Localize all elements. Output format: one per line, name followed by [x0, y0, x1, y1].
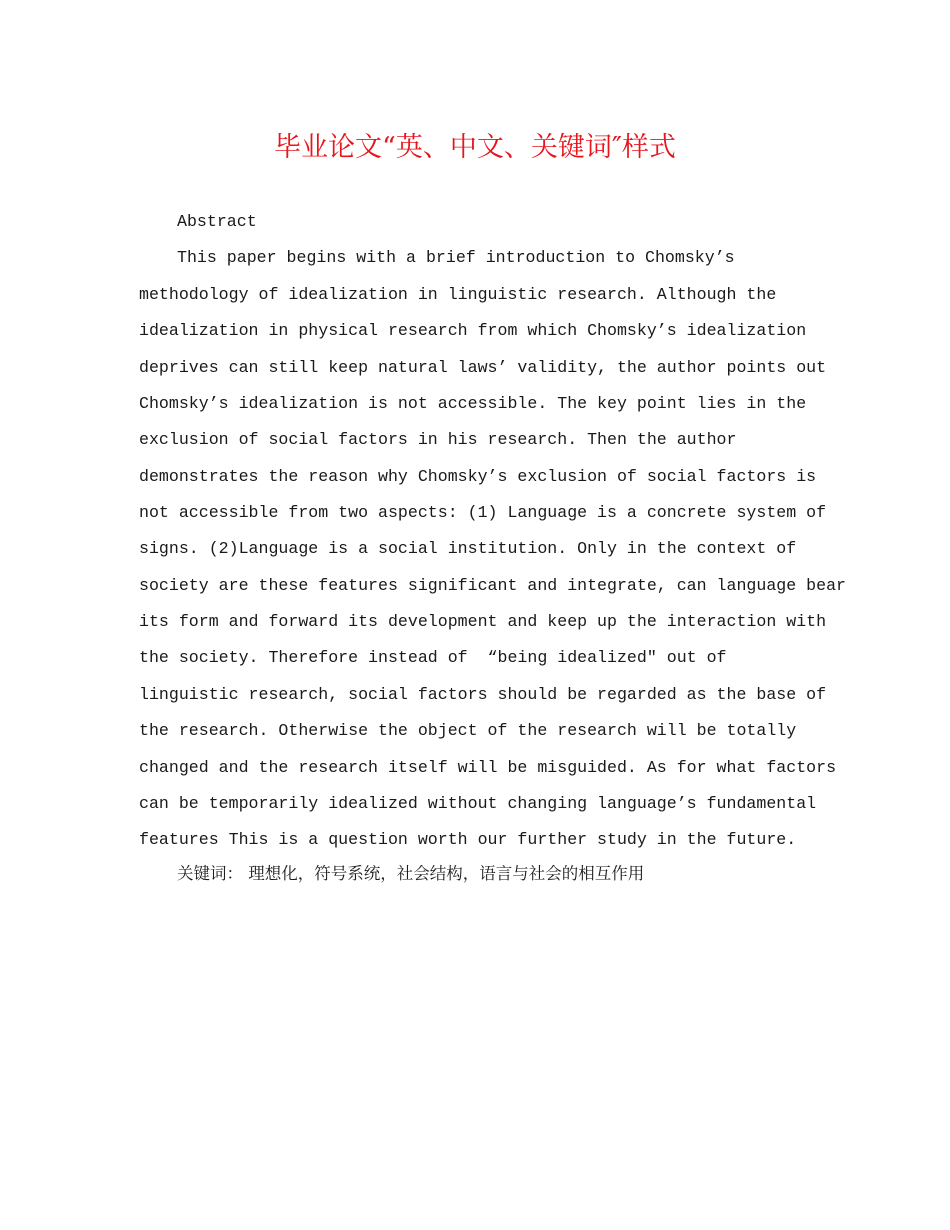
abstract-line: society are these features significant and integrate, can language bear: [139, 576, 847, 595]
keywords-line: 关键词： 理想化，符号系统，社会结构，语言与社会的相互作用: [177, 864, 645, 883]
abstract-line: changed and the research itself will be misguided. As for what factors: [139, 758, 837, 777]
abstract-heading: Abstract: [177, 212, 257, 231]
abstract-line: features This is a question worth our further study in the future.: [139, 830, 797, 849]
document-title: 毕业论文“英、中文、关键词″样式: [274, 132, 676, 163]
abstract-line: its form and forward its development and keep up the interaction with: [139, 612, 827, 631]
abstract-line: deprives can still keep natural laws’ validity, the author points out: [139, 358, 827, 377]
abstract-line: Chomsky’s idealization is not accessible. The key point lies in the: [139, 394, 807, 413]
abstract-line: idealization in physical research from which Chomsky’s idealization: [139, 321, 807, 340]
abstract-line: the society. Therefore instead of “being idealized″ out of: [139, 648, 727, 667]
abstract-line: not accessible from two aspects: (1) Language is a concrete system of: [139, 503, 827, 522]
abstract-line: This paper begins with a brief introduction to Chomsky’s: [177, 248, 735, 267]
abstract-line: signs. (2)Language is a social institution. Only in the context of: [139, 539, 797, 558]
abstract-line: linguistic research, social factors should be regarded as the base of: [139, 685, 827, 704]
abstract-line: the research. Otherwise the object of the research will be totally: [139, 721, 797, 740]
abstract-line: can be temporarily idealized without changing language’s fundamental: [139, 794, 817, 813]
abstract-line: demonstrates the reason why Chomsky’s exclusion of social factors is: [139, 467, 817, 486]
abstract-line: exclusion of social factors in his research. Then the author: [139, 430, 737, 449]
abstract-line: methodology of idealization in linguistic research. Although the: [139, 285, 777, 304]
